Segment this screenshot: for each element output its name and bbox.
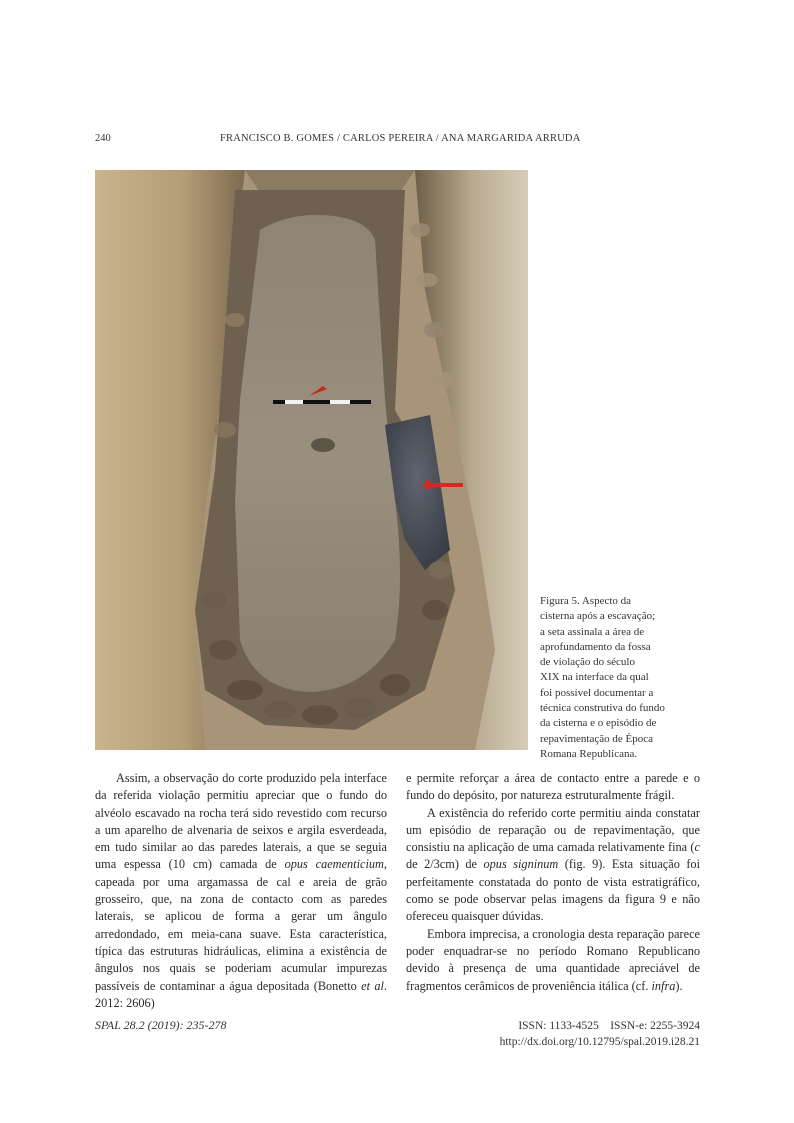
paragraph: Embora imprecisa, a cronologia desta reparação parece poder enquadrar-se no período Romano Republicano devido à presença de uma quantidade apreciável de fragmentos cerâmicos de proveniência itálica (cf. infra). (406, 926, 700, 993)
cistern-photograph (95, 170, 528, 750)
paragraph: e permite reforçar a área de contacto entre a parede e o fundo do depósito, por natureza estruturalmente frágil. (406, 771, 700, 803)
figure-caption (540, 594, 705, 762)
caption-line: Figura 5. Aspecto da (540, 595, 632, 607)
doi-link[interactable]: http://dx.doi.org/10.12795/spal.2019.i28.21 (499, 1036, 700, 1048)
paragraph: A existência do referido corte permitiu ainda constatar um episódio de reparação ou de repavimentação, que consistiu na aplicação de uma camada relativamente fina (c de 2/3cm) de opus signinum (fig. 9). Esta situação foi perfeitamente constatada do ponto de vista estratigráfico, como se pode observar pelas imagens da figura 9 e não ofereceu quaisquer dúvidas. (406, 805, 700, 924)
paragraph: Assim, a observação do corte produzido pela interface da referida violação permitiu apreciar que o fundo do alvéolo escavado na rocha terá sido revestido com recurso a um aparelho de alvenaria de seixos e argila esverdeada, em tudo similar ao das paredes laterais, a que se seguia uma espessa (10 cm) camada de opus caementicium, capeada por uma argamassa de cal e areia de grão grosseiro, que, na zona de contacto com as paredes laterais, se aplicou de forma a gerar um ângulo arredondado, em meia-cana suave. Esta característica, típica das estruturas hidráulicas, elimina a existência de ângulos nos quais se poderiam acumular impurezas passíveis de contaminar a água depositada (Bonetto et al. 2012: 2606) (95, 771, 387, 1010)
running-head-authors: FRANCISCO B. GOMES / CARLOS PEREIRA / ANA MARGARIDA ARRUDA (220, 133, 581, 144)
caption-line: da cisterna e o episódio de (540, 717, 657, 730)
caption-line: repavimentação de Época (540, 732, 653, 745)
text-column-left (95, 770, 387, 1012)
caption-line: aprofundamento da fossa (540, 640, 651, 653)
footer-identifiers (500, 1018, 700, 1050)
caption-line: cisterna após a escavação; (540, 610, 656, 623)
caption-line: XIX na interface da qual (540, 671, 649, 684)
caption-line: Romana Republicana. (540, 747, 638, 760)
caption-line: de violação do século (540, 656, 635, 669)
caption-line: foi possível documentar a (540, 686, 654, 699)
caption-line: a seta assinala a área de (540, 625, 645, 638)
photo-scale-bar (273, 400, 371, 404)
issn-line: ISSN: 1133-4525 ISSN-e: 2255-3924 (518, 1020, 700, 1032)
text-column-right (406, 770, 700, 995)
page-number: 240 (95, 133, 111, 144)
caption-line: técnica construtiva do fundo (540, 702, 665, 715)
dark-stone-on-floor (311, 438, 335, 452)
cistern-floor (235, 215, 400, 692)
journal-citation: SPAL 28.2 (2019): 235-278 (95, 1018, 227, 1032)
